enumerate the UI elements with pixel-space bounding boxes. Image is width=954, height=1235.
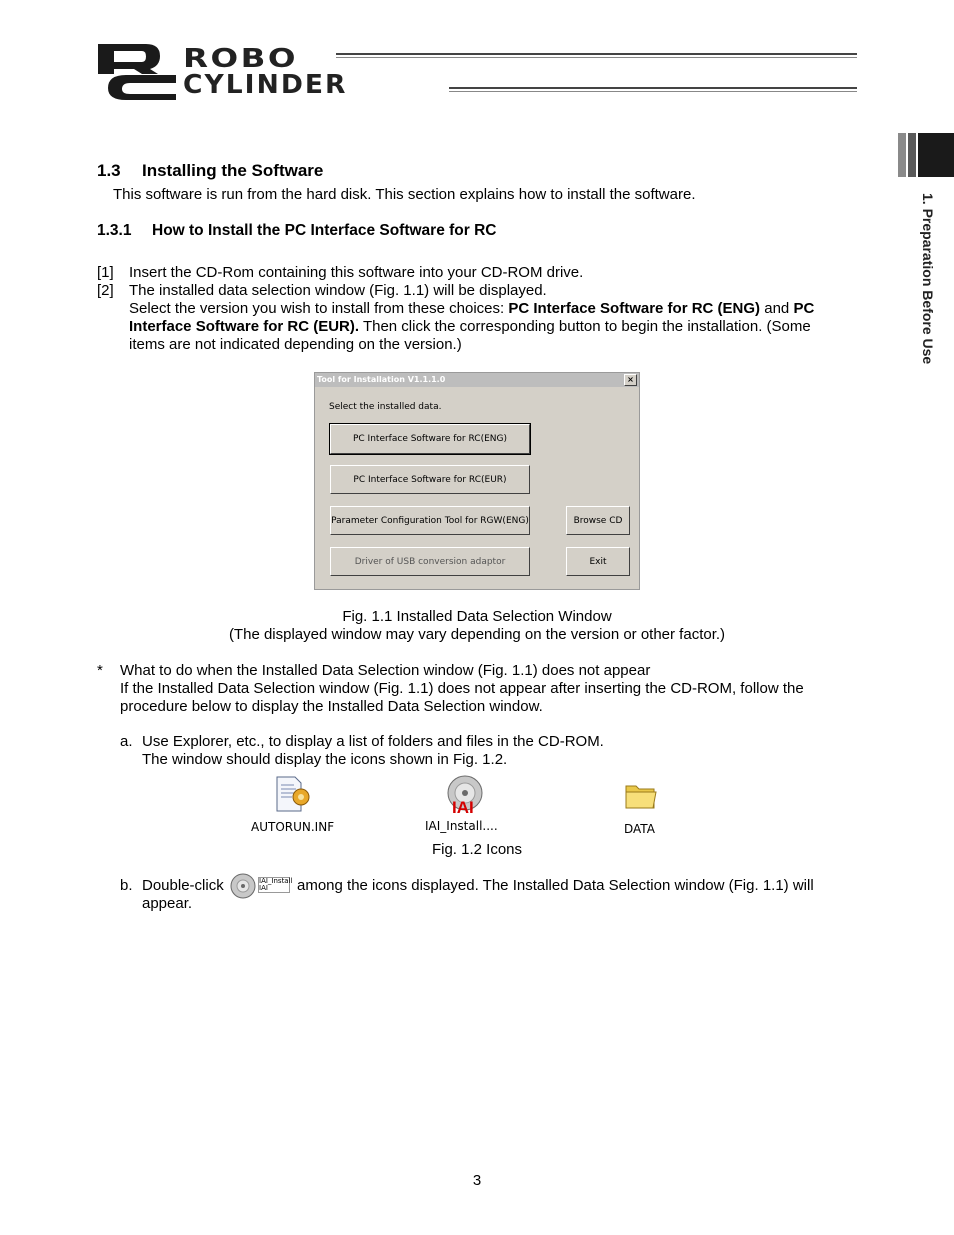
sub-b-line-1: among the icons displayed. The Installed Data Selection window (Fig. 1.1) will	[297, 877, 814, 894]
header-rule-bottom	[449, 87, 857, 92]
section-title: Installing the Software	[142, 161, 324, 180]
inline-iai-label-line-2: IAI	[259, 884, 268, 892]
section-number: 1.3	[97, 161, 121, 180]
dialog-prompt: Select the installed data.	[329, 402, 442, 412]
fig-1-1-note: (The displayed window may vary depending on the version or other factor.)	[228, 626, 726, 643]
fig-1-1-caption: Fig. 1.1 Installed Data Selection Window	[342, 608, 612, 625]
sub-b-marker: b.	[120, 877, 133, 894]
inline-iai-label-line-1: IAI_Install	[259, 877, 293, 885]
logo-line-cylinder: CYLINDER	[183, 70, 348, 100]
side-tab-block	[918, 133, 954, 177]
note-line-3: procedure below to display the Installed Data Selection window.	[120, 698, 543, 715]
sub-a-marker: a.	[120, 733, 133, 750]
page-number: 3	[472, 1172, 482, 1189]
step-1-text: Insert the CD-Rom containing this software into your CD-ROM drive.	[129, 264, 584, 281]
option-eur-bold-start: PC	[793, 300, 815, 317]
step-2-and: and	[760, 300, 794, 317]
side-tab-stripe-dark	[908, 133, 916, 177]
autorun-file-icon	[274, 775, 312, 815]
sub-a-line-2: The window should display the icons shown in Fig. 1.2.	[142, 751, 508, 768]
iai-installer-icon	[445, 775, 487, 815]
install-eur-button[interactable]: PC Interface Software for RC(EUR)	[330, 465, 530, 494]
dialog-title-bar	[315, 373, 639, 387]
exit-button[interactable]: Exit	[566, 547, 630, 576]
data-folder-label: DATA	[624, 822, 655, 836]
dialog-title: Tool for Installation V1.1.1.0	[317, 375, 446, 384]
subsection-title: How to Install the PC Interface Software for RC	[152, 222, 497, 239]
subsection-number: 1.3.1	[97, 222, 132, 239]
close-icon[interactable]: ×	[624, 374, 637, 386]
option-eng-bold: PC Interface Software for RC (ENG)	[508, 300, 761, 317]
logo-line-robo: ROBO	[183, 44, 299, 74]
note-line-1: What to do when the Installed Data Selection window (Fig. 1.1) does not appear	[120, 662, 651, 679]
sub-b-line-2: appear.	[142, 895, 193, 912]
robo-cylinder-logo-mark	[96, 42, 178, 102]
note-line-2: If the Installed Data Selection window (Fig. 1.1) does not appear after inserting the CD-ROM, follow the	[120, 680, 804, 697]
side-tab-label: 1. Preparation Before Use	[920, 193, 936, 365]
inline-iai-installer-icon	[230, 872, 258, 900]
data-folder-icon	[624, 780, 658, 812]
iai-badge: IAI	[452, 798, 474, 815]
step-2-line-3-text: Then click the corresponding button to begin the installation. (Some	[359, 318, 811, 335]
step-2-line-2	[129, 300, 814, 318]
header-rule-top	[336, 53, 857, 58]
autorun-file-label: AUTORUN.INF	[251, 820, 335, 834]
step-2-line-1: The installed data selection window (Fig. 1.1) will be displayed.	[129, 282, 547, 299]
step-2-line-2-text: Select the version you wish to install from these choices:	[129, 300, 509, 317]
iai-installer-label: IAI_Install....	[425, 819, 498, 833]
browse-cd-button[interactable]: Browse CD	[566, 506, 630, 535]
step-1-marker: [1]	[97, 264, 114, 281]
install-eng-button[interactable]: PC Interface Software for RC(ENG)	[330, 424, 530, 454]
section-intro: This software is run from the hard disk. This section explains how to install the software.	[113, 186, 696, 203]
note-marker: *	[97, 662, 103, 679]
fig-1-2-caption: Fig. 1.2 Icons	[431, 841, 523, 858]
option-eur-bold-end: Interface Software for RC (EUR).	[129, 318, 360, 335]
installer-dialog-screenshot	[314, 372, 640, 590]
step-2-marker: [2]	[97, 282, 114, 299]
install-usb-driver-button[interactable]: Driver of USB conversion adaptor	[330, 547, 530, 576]
side-tab-stripe-light	[898, 133, 906, 177]
inline-iai-installer-label-box	[258, 877, 293, 893]
step-2-line-3	[129, 318, 811, 336]
step-2-line-4: items are not indicated depending on the version.)	[129, 336, 462, 353]
sub-a-line-1: Use Explorer, etc., to display a list of folders and files in the CD-ROM.	[142, 733, 604, 750]
install-param-tool-button[interactable]: Parameter Configuration Tool for RGW(ENG)	[330, 506, 530, 535]
sub-b-lead: Double-click	[142, 877, 224, 894]
